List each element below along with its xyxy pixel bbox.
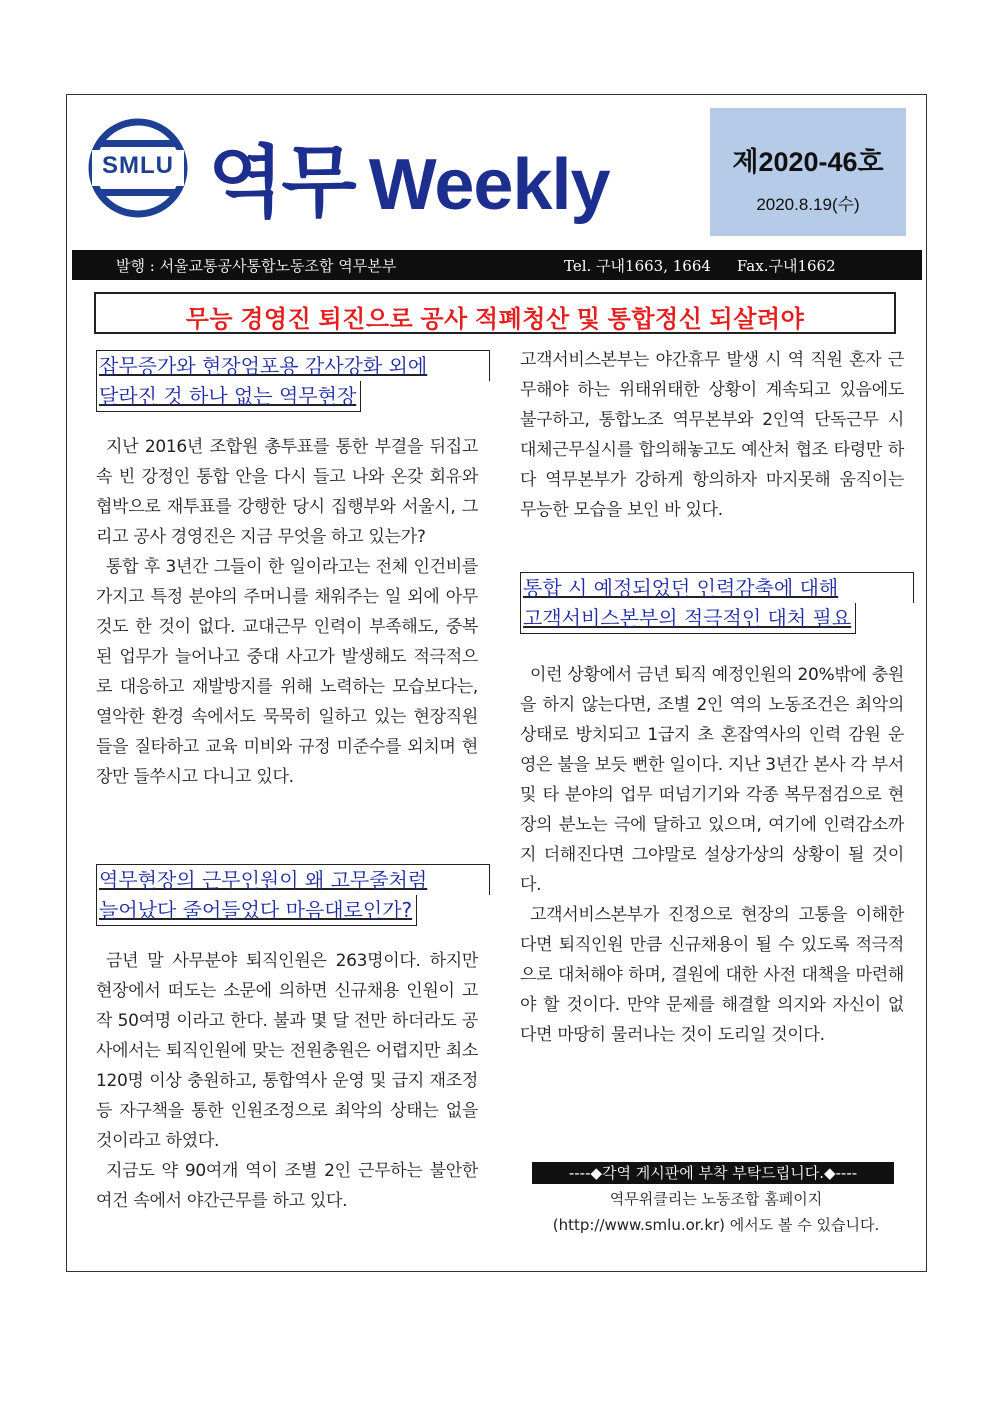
article-body-continued <box>520 345 904 525</box>
subhead-section3 <box>520 572 914 634</box>
paragraph: 통합 후 3년간 그들이 한 일이라고는 전체 인건비를 가지고 특정 분야의 주머니를 채워주는 일 외에 아무것도 한 것이 없다. 교대근무 인력이 부족해도, 중복된 업무가 늘어나고 중대 사고가 발생해도 적극적으로 대응하고 재발방지를 위해 노력하는 모습보다는, 열악한 환경 속에서도 묵묵히 일하고 있는 현장직원들을 질타하고 교육 미비와 규정 미준수를 외치며 현장만 들쑤시고 다니고 있다. <box>96 557 478 787</box>
union-logo <box>88 118 188 218</box>
publisher-name: 발행 : 서울교통공사통합노동조합 역무본부 <box>116 257 397 275</box>
paragraph: 고객서비스본부가 진정으로 현장의 고통을 이해한다면 퇴직인원 만큼 신규채용이 될 수 있도록 적극적으로 대처해야 하며, 결원에 대한 사전 대책을 마련해야 할 것이다. 만약 문제를 해결할 의지와 자신이 없다면 마땅히 물러나는 것이 도리일 것이다. <box>520 905 904 1045</box>
subhead-text: 잡무증가와 현장엄포용 감사강화 외에 <box>99 354 428 378</box>
article-body-section3 <box>520 660 904 1050</box>
paragraph: 지난 2016년 조합원 총투표를 통한 부결을 뒤집고 속 빈 강정인 통합 안을 다시 들고 나와 온갖 회유와 협박으로 재투표를 강행한 당시 집행부와 서울시, 그리고 공사 경영진은 지금 무엇을 하고 있는가? <box>96 437 478 547</box>
masthead-title <box>208 120 610 226</box>
article-body-section1 <box>96 432 478 792</box>
contact-info <box>564 255 836 276</box>
issue-box <box>710 108 906 236</box>
subhead-section1 <box>96 350 490 412</box>
subhead-line <box>96 864 490 895</box>
notice-line: (http://www.smlu.or.kr) 에서도 볼 수 있습니다. <box>552 1216 880 1234</box>
issue-date: 2020.8.19(수) <box>756 195 860 214</box>
subhead-section2 <box>96 864 490 926</box>
subhead-line <box>520 572 914 603</box>
notice-line: 역무위클리는 노동조합 홈페이지 <box>609 1190 823 1208</box>
subhead-text: 달라진 것 하나 없는 역무현장 <box>99 384 357 408</box>
masthead-title-english: Weekly <box>368 145 610 225</box>
logo-text: SMLU <box>102 152 174 179</box>
headline: 무능 경영진 퇴진으로 공사 적폐청산 및 통합정신 되살려야 <box>185 306 805 333</box>
paragraph: 이런 상황에서 금년 퇴직 예정인원의 20%밖에 충원을 하지 않는다면, 조별 2인 역의 노동조건은 최악의 상태로 방치되고 1급지 초 혼잡역사의 인력 감원 운영은 불을 보듯 뻔한 일이다. 지난 3년간 본사 각 부서 및 타 분야의 업무 떠넘기기와 각종 복무점검으로 현장의 분노는 극에 달하고 있으며, 여기에 인력감소까지 더해진다면 그야말로 설상가상의 상황이 될 것이다. <box>520 665 904 895</box>
subhead-text: 통합 시 예정되었던 인력감축에 대해 <box>523 576 839 600</box>
subhead-line <box>96 381 361 412</box>
article-body-section2 <box>96 946 478 1216</box>
subhead-line <box>96 350 490 381</box>
notice-banner: ----◆각역 게시판에 부착 부탁드립니다.◆---- <box>532 1162 894 1184</box>
headline-box <box>94 292 896 334</box>
publisher-bar <box>72 250 922 280</box>
subhead-text: 고객서비스본부의 적극적인 대처 필요 <box>523 606 852 630</box>
tel-number: Tel. 구내1663, 1664 <box>564 257 711 275</box>
paragraph: 금년 말 사무분야 퇴직인원은 263명이다. 하지만 현장에서 떠도는 소문에 의하면 신규채용 인원이 고작 50여명 이라고 한다. 불과 몇 달 전만 하더라도 공사에서는 퇴직인원에 맞는 전원충원은 어렵지만 최소 120명 이상 충원하고, 통합역사 운영 및 급지 재조정 등 자구책을 통한 인원조정으로 최악의 상태는 없을 것이라고 하였다. <box>96 951 478 1151</box>
subhead-text: 늘어났다 줄어들었다 마음대로인가? <box>99 898 413 922</box>
masthead-title-korean: 역무 <box>208 138 355 226</box>
subhead-line <box>96 895 417 926</box>
subhead-line <box>520 603 856 634</box>
fax-number: Fax.구내1662 <box>736 257 836 275</box>
paragraph: 고객서비스본부는 야간휴무 발생 시 역 직원 혼자 근무해야 하는 위태위태한 상황이 계속되고 있음에도 불구하고, 통합노조 역무본부와 2인역 단독근무 시 대체근무실시를 합의해놓고도 예산처 협조 타령만 하다 역무본부가 강하게 항의하자 마지못해 움직이는 무능한 모습을 보인 바 있다. <box>520 350 904 520</box>
paragraph: 지금도 약 90여개 역이 조별 2인 근무하는 불안한 여건 속에서 야간근무를 하고 있다. <box>96 1161 478 1211</box>
issue-number: 제2020-46호 <box>732 147 884 177</box>
subhead-text: 역무현장의 근무인원이 왜 고무줄처럼 <box>99 868 428 892</box>
